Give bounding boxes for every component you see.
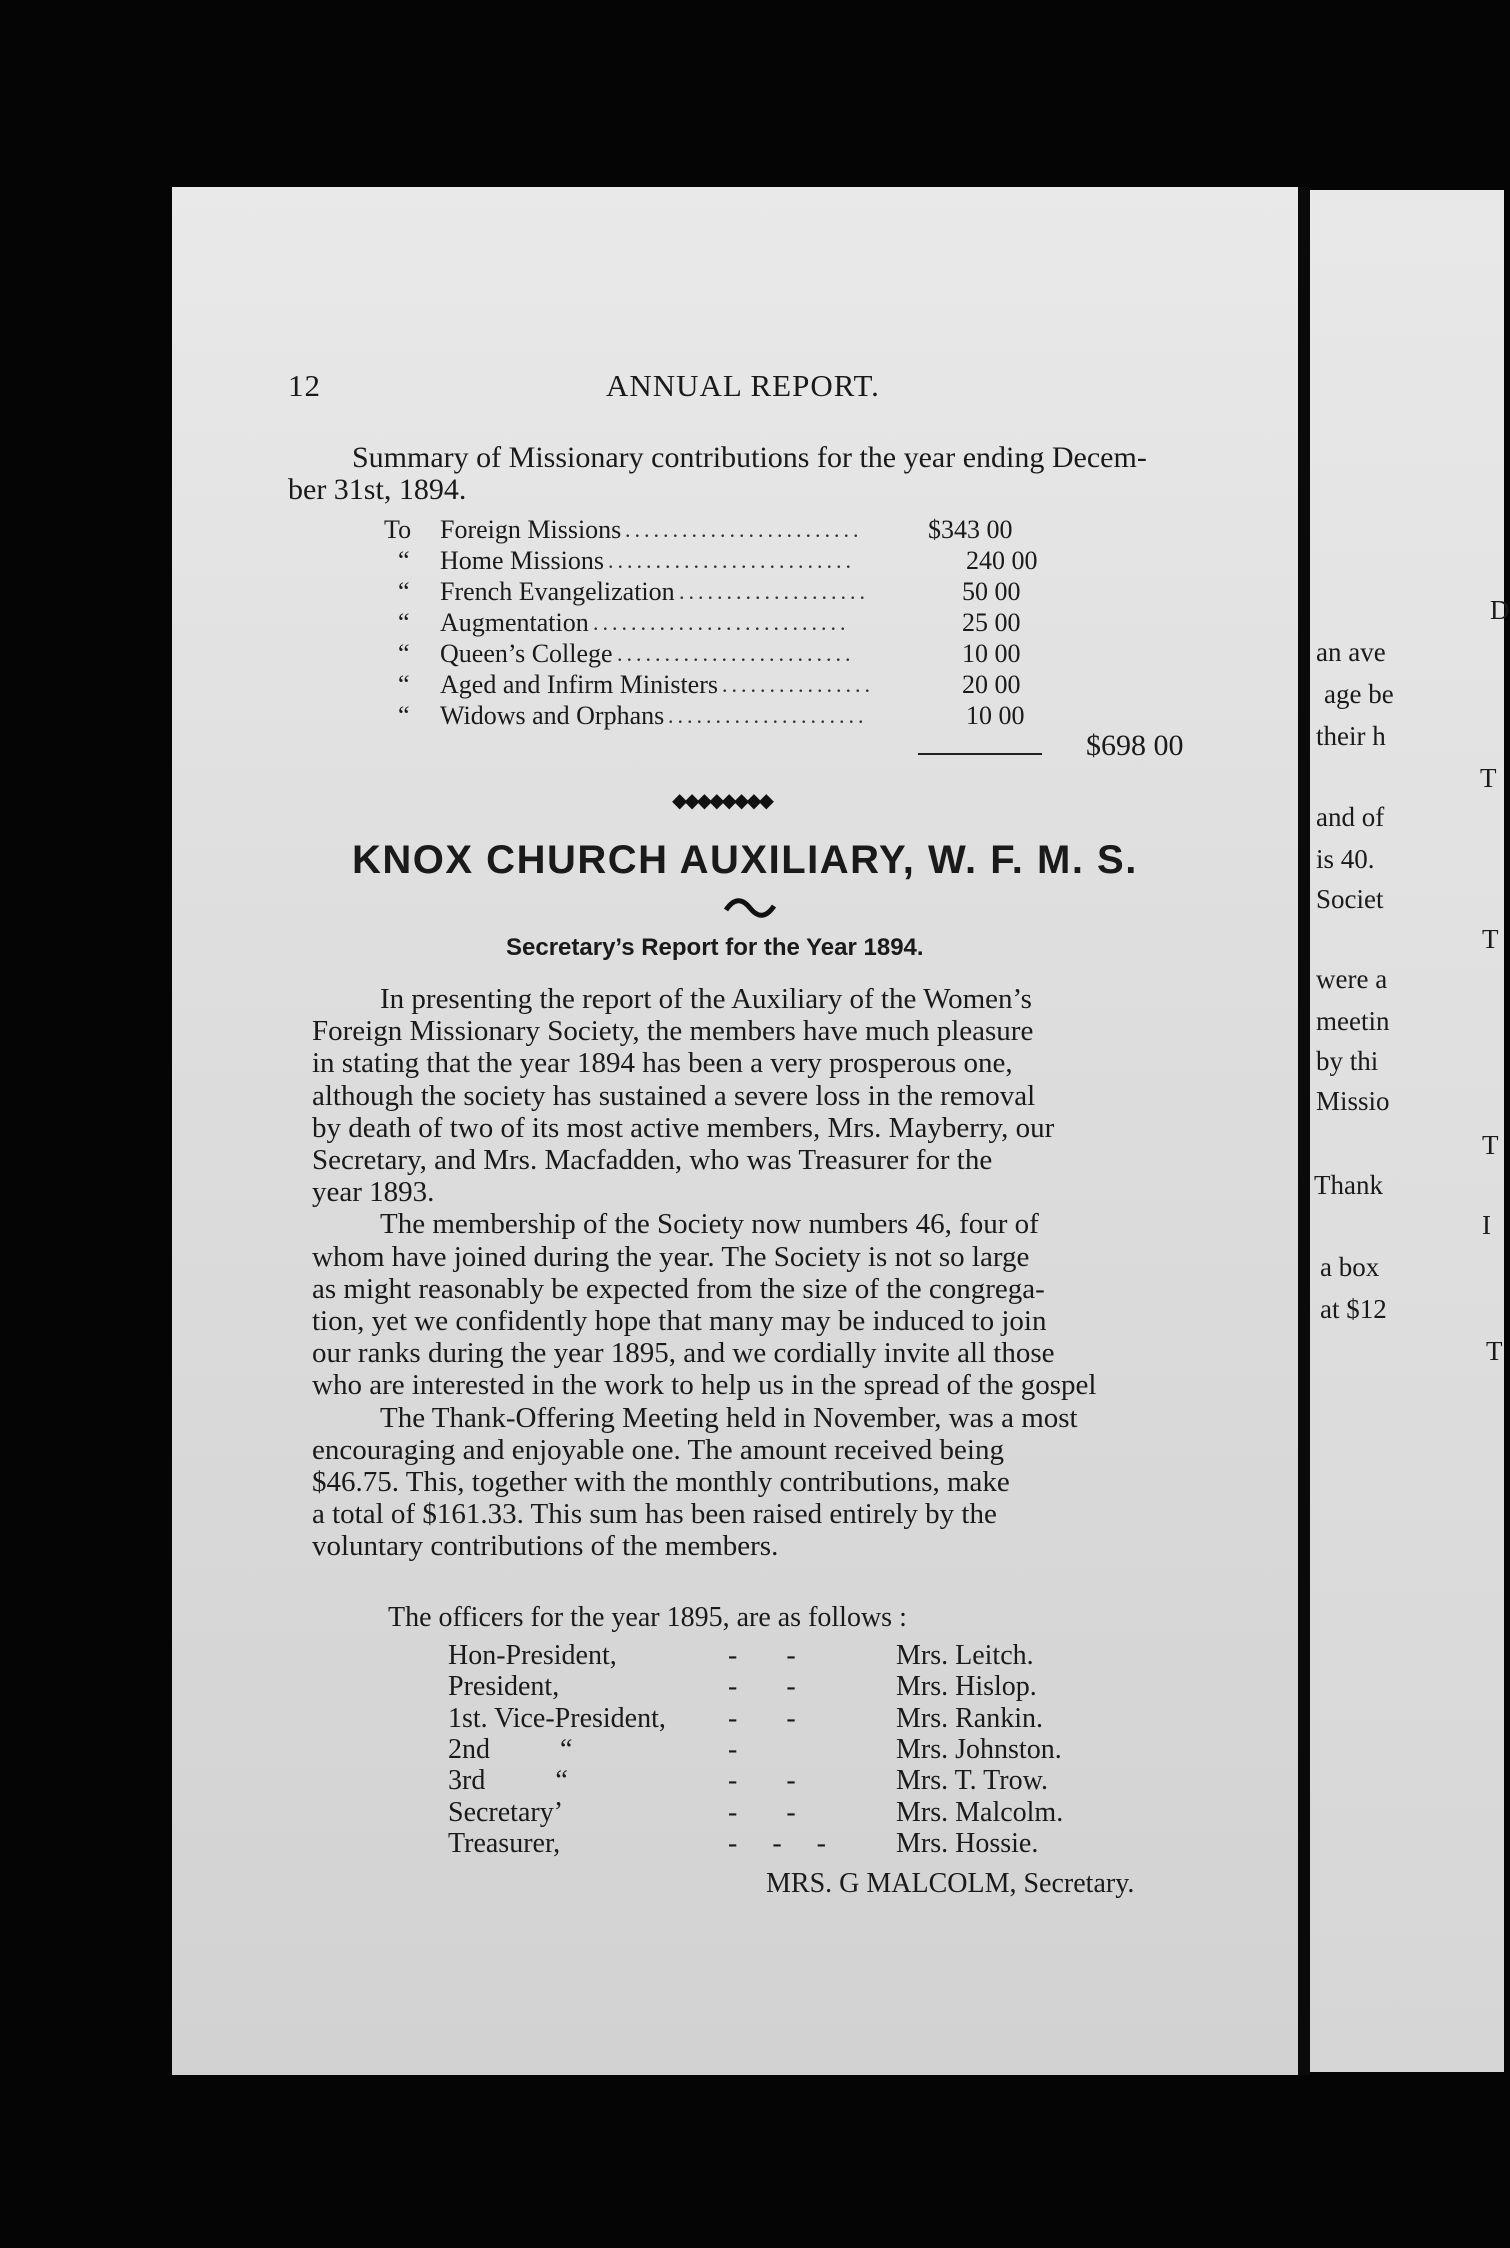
next-page-fragment: Missio — [1316, 1086, 1390, 1116]
officer-dashes: - - — [728, 1797, 796, 1828]
officer-role: Hon-President, — [448, 1640, 617, 1671]
report-line: $46.75. This, together with the monthly contributions, make — [312, 1466, 1010, 1498]
dot-leader: .................... — [679, 579, 869, 604]
officer-name: Mrs. Hislop. — [896, 1671, 1037, 1702]
next-page-fragment: meetin — [1316, 1006, 1390, 1036]
section-subtitle: Secretary’s Report for the Year 1894. — [506, 934, 924, 961]
report-line: The Thank-Offering Meeting held in November, was a most — [380, 1402, 1078, 1434]
contribution-prefix: “ — [398, 546, 410, 575]
officer-role: 2nd “ — [448, 1734, 573, 1765]
officer-name: Mrs. Johnston. — [896, 1734, 1062, 1765]
officer-dashes: - - — [728, 1671, 796, 1702]
dot-leader: ..................... — [668, 703, 868, 728]
report-line: year 1893. — [312, 1176, 435, 1208]
contribution-label: Widows and Orphans — [440, 701, 665, 730]
report-line: in stating that the year 1894 has been a very prosperous one, — [312, 1047, 1013, 1079]
page-number: 12 — [288, 368, 321, 403]
officer-role: President, — [448, 1671, 560, 1702]
next-page-fragment: is 40. — [1316, 844, 1375, 874]
contribution-prefix: “ — [398, 608, 410, 637]
next-page-fragment: a box — [1320, 1252, 1380, 1282]
officer-name: Mrs. T. Trow. — [896, 1765, 1048, 1796]
dot-leader: .......................... — [608, 548, 855, 573]
officer-name: Mrs. Rankin. — [896, 1703, 1043, 1734]
running-title: ANNUAL REPORT. — [606, 368, 880, 403]
next-page-fragment: were a — [1316, 964, 1388, 994]
summary-total: $698 00 — [1086, 729, 1184, 762]
contribution-prefix: “ — [398, 670, 410, 699]
contribution-amount: 25 00 — [962, 608, 1021, 637]
contribution-amount: 20 00 — [962, 670, 1021, 699]
officer-role: Treasurer, — [448, 1828, 561, 1859]
next-page-fragment: an ave — [1316, 637, 1386, 667]
officer-dashes: - - — [728, 1640, 796, 1671]
next-page-fragment: D — [1490, 595, 1510, 625]
report-line: a total of $161.33. This sum has been raised entirely by the — [312, 1498, 997, 1530]
officer-name: Mrs. Malcolm. — [896, 1797, 1064, 1828]
adjacent-page-strip — [1310, 190, 1510, 2072]
contribution-amount: 50 00 — [962, 577, 1021, 606]
dot-leader: ........................... — [593, 610, 850, 635]
next-page-fragment: T — [1482, 1130, 1499, 1160]
officer-dashes: - - - — [728, 1828, 826, 1859]
dot-leader: ......................... — [625, 517, 863, 542]
contribution-amount: 240 00 — [966, 546, 1038, 575]
contribution-prefix: “ — [398, 639, 410, 668]
officer-dashes: - - — [728, 1703, 796, 1734]
contribution-label: Home Missions — [440, 546, 604, 575]
officer-dashes: - - — [728, 1765, 796, 1796]
next-page-fragment: T — [1482, 924, 1499, 954]
dot-leader: ......................... — [617, 641, 855, 666]
next-page-fragment: T — [1480, 763, 1497, 793]
next-page-fragment: by thi — [1316, 1046, 1379, 1076]
summary-intro: ber 31st, 1894. — [288, 473, 467, 506]
officer-dashes: - — [728, 1734, 738, 1765]
section-title: KNOX CHURCH AUXILIARY, W. F. M. S. — [352, 838, 1138, 882]
next-page-fragment: T — [1486, 1336, 1503, 1366]
next-page-fragment: I — [1482, 1210, 1491, 1240]
contribution-amount: $343 00 — [928, 515, 1013, 544]
contribution-prefix: “ — [398, 577, 410, 606]
officer-role: 3rd “ — [448, 1765, 568, 1796]
next-page-fragment: Thank — [1314, 1170, 1383, 1200]
contribution-amount: 10 00 — [966, 701, 1025, 730]
report-line: Secretary, and Mrs. Macfadden, who was Treasurer for the — [312, 1144, 993, 1176]
page-gutter — [1298, 187, 1310, 2075]
next-page-fragment: their h — [1316, 721, 1386, 751]
total-rule — [918, 753, 1042, 755]
report-line: Foreign Missionary Society, the members have much pleasure — [312, 1015, 1034, 1047]
report-line: who are interested in the work to help us in the spread of the gospel — [312, 1369, 1097, 1401]
contribution-label: Aged and Infirm Ministers — [440, 670, 719, 699]
report-line: In presenting the report of the Auxiliary of the Women’s — [380, 983, 1032, 1015]
next-page-fragment: Societ — [1316, 884, 1384, 914]
contribution-prefix: To — [384, 515, 412, 544]
report-line: as might reasonably be expected from the size of the congrega- — [312, 1273, 1045, 1305]
contribution-label: Augmentation — [440, 608, 589, 637]
next-page-fragment: and of — [1316, 802, 1385, 832]
officer-role: 1st. Vice-President, — [448, 1703, 666, 1734]
contribution-label: Queen’s College — [440, 639, 613, 668]
report-line: voluntary contributions of the members. — [312, 1530, 779, 1562]
swirl-ornament — [724, 896, 776, 920]
dot-leader: ................ — [722, 672, 874, 697]
diamond-ornament: ◆◆◆◆◆◆◆◆ — [672, 790, 772, 812]
report-line: tion, yet we confidently hope that many may be induced to join — [312, 1305, 1047, 1337]
report-line: although the society has sustained a severe loss in the removal — [312, 1080, 1036, 1112]
report-line: The membership of the Society now numbers 46, four of — [380, 1208, 1039, 1240]
contribution-label: French Evangelization — [440, 577, 675, 606]
report-line: whom have joined during the year. The Society is not so large — [312, 1241, 1030, 1273]
summary-intro: Summary of Missionary contributions for the year ending Decem- — [352, 441, 1147, 474]
contribution-amount: 10 00 — [962, 639, 1021, 668]
signature: MRS. G MALCOLM, Secretary. — [766, 1868, 1135, 1899]
officers-intro: The officers for the year 1895, are as follows : — [388, 1602, 907, 1633]
contribution-label: Foreign Missions — [440, 515, 622, 544]
report-line: by death of two of its most active members, Mrs. Mayberry, our — [312, 1112, 1055, 1144]
next-page-fragment: at $12 — [1320, 1294, 1387, 1324]
next-page-fragment: age be — [1324, 679, 1394, 709]
officer-name: Mrs. Hossie. — [896, 1828, 1039, 1859]
report-line: encouraging and enjoyable one. The amount received being — [312, 1434, 1004, 1466]
officer-role: Secretary’ — [448, 1797, 564, 1828]
officer-name: Mrs. Leitch. — [896, 1640, 1034, 1671]
contribution-prefix: “ — [398, 701, 410, 730]
report-line: our ranks during the year 1895, and we cordially invite all those — [312, 1337, 1055, 1369]
